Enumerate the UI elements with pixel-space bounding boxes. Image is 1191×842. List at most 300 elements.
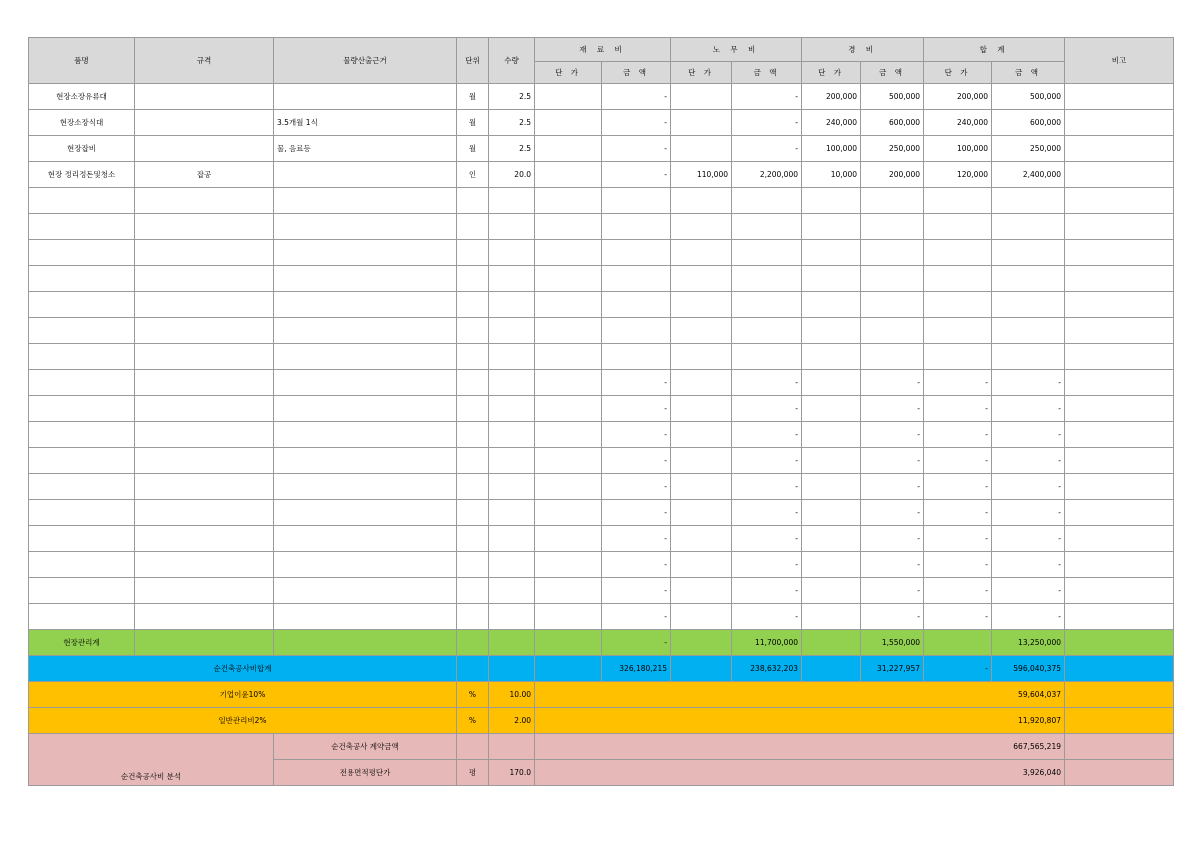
item-lab-unit-price[interactable] [671,422,732,448]
cell[interactable] [489,734,535,760]
item-remark[interactable] [1065,162,1174,188]
item-unit[interactable]: 월 [457,110,489,136]
item-tot-unit-price[interactable]: 200,000 [924,84,992,110]
item-tot-unit-price[interactable]: 100,000 [924,136,992,162]
item-tot-amount[interactable]: - [992,422,1065,448]
cell[interactable] [135,630,274,656]
item-tot-unit-price[interactable] [924,292,992,318]
item-mat-amount[interactable]: - [602,474,671,500]
item-name[interactable] [29,266,135,292]
item-tot-unit-price[interactable]: - [924,474,992,500]
item-tot-unit-price[interactable]: - [924,552,992,578]
item-qty[interactable] [489,552,535,578]
item-unit[interactable] [457,188,489,214]
item-mat-unit-price[interactable] [535,214,602,240]
item-exp-unit-price[interactable] [802,370,861,396]
item-lab-unit-price[interactable] [671,370,732,396]
item-lab-unit-price[interactable]: 110,000 [671,162,732,188]
item-basis[interactable] [274,604,457,630]
item-remark[interactable] [1065,604,1174,630]
item-tot-unit-price[interactable]: - [924,422,992,448]
item-qty[interactable] [489,448,535,474]
item-name[interactable] [29,422,135,448]
item-basis[interactable] [274,448,457,474]
cell[interactable] [802,630,861,656]
net-total-mat-amount[interactable]: 326,180,215 [602,656,671,682]
item-unit[interactable]: 월 [457,136,489,162]
item-remark[interactable] [1065,526,1174,552]
item-name[interactable] [29,370,135,396]
item-mat-amount[interactable]: - [602,500,671,526]
item-exp-unit-price[interactable] [802,578,861,604]
item-unit[interactable] [457,266,489,292]
item-basis[interactable] [274,292,457,318]
item-spec[interactable] [135,422,274,448]
item-exp-unit-price[interactable] [802,344,861,370]
item-name[interactable] [29,526,135,552]
area-price-amount[interactable]: 3,926,040 [535,760,1065,786]
item-tot-unit-price[interactable]: - [924,370,992,396]
item-mat-amount[interactable]: - [602,396,671,422]
item-tot-amount[interactable] [992,318,1065,344]
item-lab-unit-price[interactable] [671,110,732,136]
item-name[interactable] [29,552,135,578]
item-mat-amount[interactable]: - [602,136,671,162]
item-unit[interactable] [457,604,489,630]
item-mat-unit-price[interactable] [535,110,602,136]
item-lab-amount[interactable]: - [732,604,802,630]
item-lab-unit-price[interactable] [671,552,732,578]
item-exp-amount[interactable] [861,188,924,214]
item-name[interactable] [29,474,135,500]
cell[interactable] [457,656,489,682]
area-price-label[interactable]: 전용면적평단가 [274,760,457,786]
item-lab-unit-price[interactable] [671,396,732,422]
item-mat-unit-price[interactable] [535,240,602,266]
item-qty[interactable] [489,240,535,266]
item-mat-unit-price[interactable] [535,84,602,110]
item-remark[interactable] [1065,422,1174,448]
item-tot-amount[interactable]: - [992,474,1065,500]
item-exp-unit-price[interactable] [802,448,861,474]
item-mat-unit-price[interactable] [535,526,602,552]
item-mat-amount[interactable] [602,240,671,266]
admin-unit[interactable]: % [457,708,489,734]
item-exp-unit-price[interactable]: 10,000 [802,162,861,188]
item-qty[interactable] [489,318,535,344]
item-exp-amount[interactable]: - [861,578,924,604]
cell[interactable] [1065,682,1174,708]
item-spec[interactable] [135,240,274,266]
item-spec[interactable] [135,448,274,474]
item-spec[interactable] [135,318,274,344]
item-tot-unit-price[interactable] [924,344,992,370]
item-spec[interactable] [135,370,274,396]
item-tot-unit-price[interactable]: - [924,500,992,526]
item-exp-unit-price[interactable]: 100,000 [802,136,861,162]
item-mat-amount[interactable]: - [602,578,671,604]
item-mat-unit-price[interactable] [535,474,602,500]
item-spec[interactable] [135,292,274,318]
item-name[interactable] [29,448,135,474]
item-spec[interactable] [135,552,274,578]
item-name[interactable] [29,396,135,422]
item-lab-amount[interactable] [732,188,802,214]
item-remark[interactable] [1065,448,1174,474]
item-name[interactable]: 현장소장유류대 [29,84,135,110]
net-total-amount[interactable]: 596,040,375 [992,656,1065,682]
item-remark[interactable] [1065,188,1174,214]
admin-label[interactable]: 일반관리비2% [29,708,457,734]
item-tot-amount[interactable]: - [992,526,1065,552]
cell[interactable] [924,630,992,656]
item-tot-amount[interactable]: - [992,396,1065,422]
item-remark[interactable] [1065,396,1174,422]
admin-amount[interactable]: 11,920,807 [535,708,1065,734]
cell[interactable] [671,656,732,682]
item-tot-unit-price[interactable]: 120,000 [924,162,992,188]
item-mat-amount[interactable]: - [602,370,671,396]
item-basis[interactable]: 3.5개월 1식 [274,110,457,136]
item-lab-amount[interactable] [732,266,802,292]
item-lab-amount[interactable]: - [732,84,802,110]
item-name[interactable] [29,500,135,526]
item-unit[interactable] [457,552,489,578]
item-mat-unit-price[interactable] [535,396,602,422]
item-basis[interactable] [274,188,457,214]
item-remark[interactable] [1065,474,1174,500]
item-mat-unit-price[interactable] [535,344,602,370]
item-exp-amount[interactable]: - [861,500,924,526]
item-mat-amount[interactable]: - [602,110,671,136]
item-exp-amount[interactable] [861,344,924,370]
item-mat-unit-price[interactable] [535,162,602,188]
item-exp-unit-price[interactable] [802,500,861,526]
item-tot-amount[interactable]: - [992,370,1065,396]
item-exp-amount[interactable]: 250,000 [861,136,924,162]
item-mat-amount[interactable]: - [602,162,671,188]
item-basis[interactable] [274,162,457,188]
item-exp-amount[interactable] [861,214,924,240]
item-mat-unit-price[interactable] [535,188,602,214]
item-lab-unit-price[interactable] [671,214,732,240]
item-lab-amount[interactable]: 2,200,000 [732,162,802,188]
cell[interactable] [802,656,861,682]
net-total-exp-amount[interactable]: 31,227,957 [861,656,924,682]
item-tot-amount[interactable] [992,266,1065,292]
item-lab-unit-price[interactable] [671,292,732,318]
item-tot-amount[interactable] [992,214,1065,240]
item-lab-amount[interactable]: - [732,448,802,474]
item-lab-unit-price[interactable] [671,240,732,266]
item-name[interactable] [29,292,135,318]
item-lab-amount[interactable] [732,214,802,240]
item-mat-unit-price[interactable] [535,578,602,604]
item-exp-amount[interactable] [861,318,924,344]
item-basis[interactable] [274,344,457,370]
item-mat-amount[interactable]: - [602,604,671,630]
contract-label[interactable]: 순건축공사 계약금액 [274,734,457,760]
item-spec[interactable] [135,214,274,240]
item-unit[interactable] [457,526,489,552]
item-basis[interactable] [274,474,457,500]
item-spec[interactable] [135,604,274,630]
item-unit[interactable] [457,422,489,448]
item-qty[interactable] [489,188,535,214]
item-remark[interactable] [1065,110,1174,136]
item-tot-amount[interactable] [992,344,1065,370]
item-tot-amount[interactable] [992,188,1065,214]
item-lab-unit-price[interactable] [671,526,732,552]
item-lab-unit-price[interactable] [671,188,732,214]
item-basis[interactable] [274,422,457,448]
cell[interactable] [457,630,489,656]
item-remark[interactable] [1065,552,1174,578]
item-lab-unit-price[interactable] [671,500,732,526]
item-qty[interactable]: 2.5 [489,84,535,110]
cell[interactable] [535,630,602,656]
item-mat-unit-price[interactable] [535,318,602,344]
item-exp-unit-price[interactable] [802,604,861,630]
item-mat-amount[interactable] [602,266,671,292]
item-tot-unit-price[interactable]: - [924,526,992,552]
item-exp-amount[interactable]: 200,000 [861,162,924,188]
item-spec[interactable]: 잡공 [135,162,274,188]
site-total-amount[interactable]: 13,250,000 [992,630,1065,656]
item-basis[interactable] [274,266,457,292]
item-name[interactable] [29,344,135,370]
item-mat-unit-price[interactable] [535,448,602,474]
item-unit[interactable] [457,318,489,344]
item-lab-amount[interactable] [732,240,802,266]
item-tot-amount[interactable] [992,292,1065,318]
item-basis[interactable] [274,214,457,240]
item-lab-amount[interactable]: - [732,552,802,578]
item-tot-unit-price[interactable]: - [924,578,992,604]
area-unit[interactable]: 평 [457,760,489,786]
item-exp-amount[interactable]: - [861,396,924,422]
item-lab-amount[interactable]: - [732,136,802,162]
item-exp-unit-price[interactable] [802,526,861,552]
item-qty[interactable] [489,396,535,422]
item-lab-amount[interactable]: - [732,422,802,448]
item-spec[interactable] [135,500,274,526]
item-mat-amount[interactable]: - [602,422,671,448]
item-remark[interactable] [1065,84,1174,110]
item-exp-unit-price[interactable] [802,292,861,318]
item-name[interactable]: 현장소장식대 [29,110,135,136]
cell[interactable] [1065,734,1174,760]
item-qty[interactable] [489,474,535,500]
item-unit[interactable]: 인 [457,162,489,188]
item-unit[interactable] [457,500,489,526]
analysis-label[interactable]: 순건축공사비 분석 [29,734,274,786]
item-lab-amount[interactable]: - [732,370,802,396]
item-name[interactable] [29,188,135,214]
item-tot-unit-price[interactable] [924,188,992,214]
item-remark[interactable] [1065,500,1174,526]
item-exp-unit-price[interactable]: 200,000 [802,84,861,110]
item-lab-amount[interactable]: - [732,110,802,136]
item-basis[interactable] [274,370,457,396]
item-tot-unit-price[interactable] [924,318,992,344]
item-remark[interactable] [1065,578,1174,604]
item-tot-unit-price[interactable]: - [924,604,992,630]
item-remark[interactable] [1065,318,1174,344]
item-unit[interactable] [457,240,489,266]
item-lab-unit-price[interactable] [671,136,732,162]
item-name[interactable] [29,578,135,604]
item-mat-amount[interactable] [602,292,671,318]
item-exp-amount[interactable]: - [861,474,924,500]
cell[interactable] [489,656,535,682]
item-exp-unit-price[interactable] [802,396,861,422]
item-unit[interactable]: 월 [457,84,489,110]
site-total-mat-amount[interactable]: - [602,630,671,656]
item-qty[interactable] [489,344,535,370]
cell[interactable] [274,630,457,656]
site-total-lab-amount[interactable]: 11,700,000 [732,630,802,656]
item-lab-amount[interactable]: - [732,474,802,500]
item-mat-amount[interactable]: - [602,526,671,552]
item-tot-amount[interactable]: 600,000 [992,110,1065,136]
profit-label[interactable]: 기업이윤10% [29,682,457,708]
profit-amount[interactable]: 59,604,037 [535,682,1065,708]
item-mat-unit-price[interactable] [535,422,602,448]
item-lab-unit-price[interactable] [671,84,732,110]
item-basis[interactable] [274,84,457,110]
item-tot-amount[interactable]: 2,400,000 [992,162,1065,188]
item-remark[interactable] [1065,214,1174,240]
item-mat-unit-price[interactable] [535,136,602,162]
item-mat-unit-price[interactable] [535,266,602,292]
item-tot-amount[interactable]: 500,000 [992,84,1065,110]
item-lab-unit-price[interactable] [671,266,732,292]
item-tot-amount[interactable] [992,240,1065,266]
item-qty[interactable]: 2.5 [489,136,535,162]
item-tot-unit-price[interactable] [924,240,992,266]
cell[interactable] [1065,708,1174,734]
item-tot-unit-price[interactable]: - [924,448,992,474]
item-lab-amount[interactable]: - [732,578,802,604]
item-tot-unit-price[interactable]: 240,000 [924,110,992,136]
item-exp-unit-price[interactable] [802,422,861,448]
net-total-unit-price[interactable]: - [924,656,992,682]
item-exp-unit-price[interactable] [802,552,861,578]
item-tot-unit-price[interactable]: - [924,396,992,422]
profit-unit[interactable]: % [457,682,489,708]
item-spec[interactable] [135,84,274,110]
item-remark[interactable] [1065,240,1174,266]
item-mat-amount[interactable]: - [602,448,671,474]
item-name[interactable] [29,318,135,344]
item-exp-unit-price[interactable] [802,214,861,240]
item-name[interactable] [29,214,135,240]
item-exp-amount[interactable]: - [861,370,924,396]
cell[interactable] [1065,630,1174,656]
item-lab-unit-price[interactable] [671,344,732,370]
item-lab-unit-price[interactable] [671,318,732,344]
item-exp-amount[interactable]: - [861,526,924,552]
item-exp-unit-price[interactable] [802,188,861,214]
item-exp-amount[interactable] [861,240,924,266]
item-unit[interactable] [457,344,489,370]
item-remark[interactable] [1065,344,1174,370]
item-exp-amount[interactable] [861,266,924,292]
item-basis[interactable] [274,526,457,552]
cell[interactable] [671,630,732,656]
item-lab-unit-price[interactable] [671,578,732,604]
item-mat-unit-price[interactable] [535,292,602,318]
item-mat-unit-price[interactable] [535,500,602,526]
item-tot-unit-price[interactable] [924,266,992,292]
item-spec[interactable] [135,188,274,214]
item-remark[interactable] [1065,292,1174,318]
item-lab-unit-price[interactable] [671,448,732,474]
site-total-exp-amount[interactable]: 1,550,000 [861,630,924,656]
item-mat-amount[interactable] [602,188,671,214]
item-unit[interactable] [457,214,489,240]
item-mat-unit-price[interactable] [535,370,602,396]
item-basis[interactable] [274,396,457,422]
item-exp-amount[interactable]: - [861,552,924,578]
item-unit[interactable] [457,474,489,500]
item-mat-unit-price[interactable] [535,552,602,578]
net-total-label[interactable]: 순건축공사비합계 [29,656,457,682]
item-qty[interactable] [489,266,535,292]
item-mat-amount[interactable]: - [602,552,671,578]
item-exp-amount[interactable]: - [861,448,924,474]
item-tot-amount[interactable]: - [992,552,1065,578]
item-exp-unit-price[interactable]: 240,000 [802,110,861,136]
item-tot-amount[interactable]: - [992,578,1065,604]
item-exp-unit-price[interactable] [802,266,861,292]
item-mat-amount[interactable] [602,318,671,344]
item-basis[interactable] [274,500,457,526]
item-tot-amount[interactable]: 250,000 [992,136,1065,162]
item-exp-unit-price[interactable] [802,240,861,266]
item-exp-unit-price[interactable] [802,474,861,500]
item-remark[interactable] [1065,266,1174,292]
item-exp-unit-price[interactable] [802,318,861,344]
item-qty[interactable] [489,500,535,526]
item-qty[interactable] [489,604,535,630]
item-lab-amount[interactable]: - [732,396,802,422]
cell[interactable] [457,734,489,760]
item-basis[interactable]: 물, 음료등 [274,136,457,162]
item-tot-unit-price[interactable] [924,214,992,240]
item-spec[interactable] [135,474,274,500]
item-spec[interactable] [135,344,274,370]
item-mat-amount[interactable] [602,344,671,370]
item-tot-amount[interactable]: - [992,500,1065,526]
item-exp-amount[interactable]: 500,000 [861,84,924,110]
item-exp-amount[interactable]: - [861,604,924,630]
item-mat-unit-price[interactable] [535,604,602,630]
item-mat-amount[interactable] [602,214,671,240]
item-spec[interactable] [135,396,274,422]
item-qty[interactable]: 20.0 [489,162,535,188]
item-exp-amount[interactable]: 600,000 [861,110,924,136]
item-name[interactable]: 현장잡비 [29,136,135,162]
cell[interactable] [535,656,602,682]
item-basis[interactable] [274,552,457,578]
item-tot-amount[interactable]: - [992,604,1065,630]
item-spec[interactable] [135,266,274,292]
item-spec[interactable] [135,578,274,604]
item-mat-amount[interactable]: - [602,84,671,110]
item-name[interactable]: 현장 정리정돈및청소 [29,162,135,188]
